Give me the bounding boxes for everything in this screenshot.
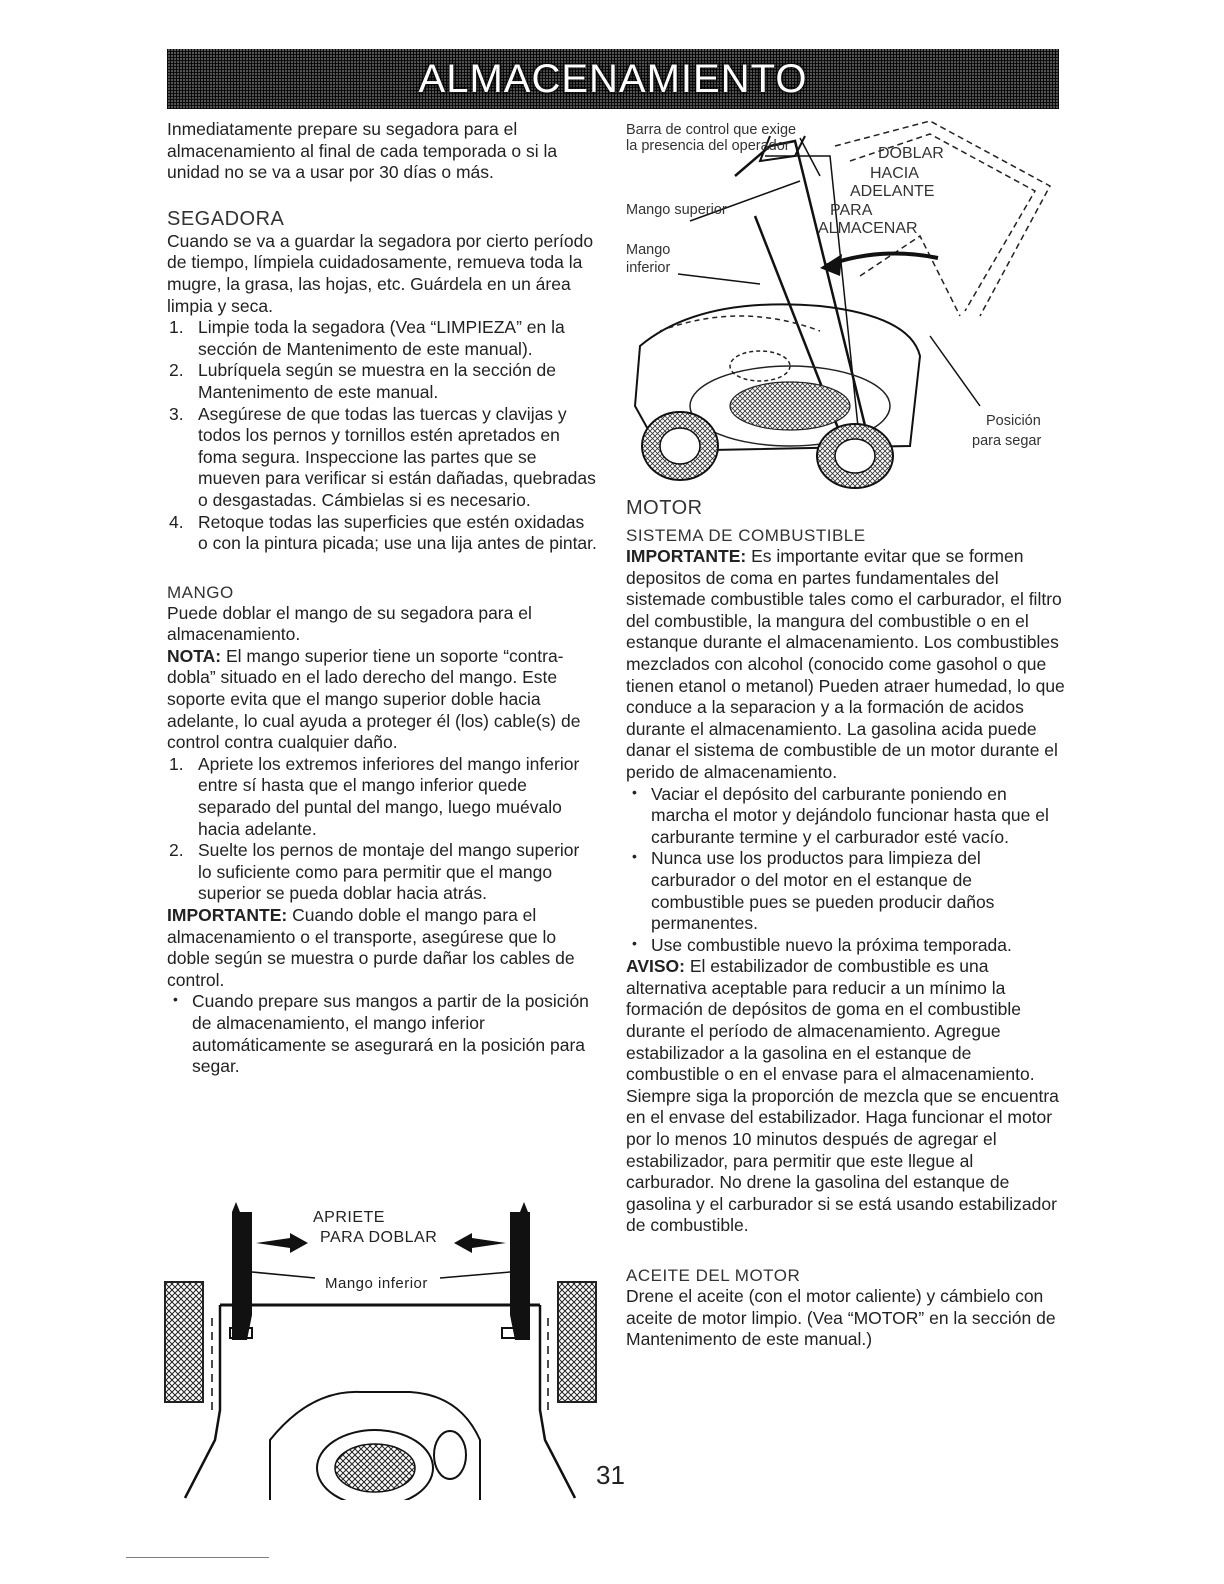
para-label: PARA [830, 202, 873, 219]
motor-bullets [626, 784, 1066, 957]
posicion-label: Posición [986, 413, 1041, 429]
aviso-paragraph: AVISO: El estabilizador de combustible es una alternativa aceptable para reducir a un mínimo la formación de depósitos de goma en el combustible durante el período de almacenamiento. Agregue estabilizador a la gasolina en el estanque de combustible o en el envase para el almacenamiento. Siempre siga la proporción de mezcla que se encuentra en el envase del estabilizador. Haga funcionar el motor por lo menos 10 minutos después de agregar el estabilizador, para permitir que este llegue al carburador. No drene la gasolina del estanque de gasolina y el carburador si se está usando estabilizador de combustible. [626, 956, 1059, 1236]
list-item: • Nunca use los productos para limpieza del carburador o del motor en el estanque de combustible pues se pueden producir daños permanentes. [632, 848, 995, 934]
handle-fold-figure [160, 1200, 600, 1500]
mango-superior-label: Mango superior [626, 202, 727, 218]
doblar-label: DOBLAR [878, 145, 944, 162]
mango-inferior-label-2: inferior [626, 260, 671, 276]
list-item: 1. Limpie toda la segadora (Vea “LIMPIEZA” en la sección de Mantenimento de este manual). [169, 317, 565, 359]
section-title: ALMACENAMIENTO [418, 57, 808, 101]
list-item: 3. Asegúrese de que todas las tuercas y clavijas y todos los pernos y tornillos estén apretados en foma segura. Inspeccione las partes que se mueven para verificar si están dañadas, quebradas o desgastadas. Cámbielas si es necesario. [169, 403, 596, 510]
apriete-label: APRIETE [313, 1209, 385, 1226]
mango-paragraph: Puede doblar el mango de su segadora para el almacenamiento. [167, 602, 532, 645]
list-item: 4. Retoque todas las superficies que estén oxidadas o con la pintura picada; use una lija antes de pintar. [169, 511, 597, 554]
adelante-label: ADELANTE [850, 183, 935, 200]
mango-heading: MANGO [167, 582, 234, 602]
list-item: • Vaciar el depósito del carburante poniendo en marcha el motor y dejándolo funcionar hasta que el carburante termine y el carburador esté vacío. [632, 783, 1049, 847]
mango-inferior-label: Mango [626, 242, 671, 258]
aceite-heading: ACEITE DEL MOTOR [626, 1266, 801, 1285]
nota-paragraph: NOTA: El mango superior tiene un soporte “contra-dobla” situado en el lado derecho del mango. Este soporte evita que el mango superior doble hacia adelante, lo cual ayuda a proteger él (los) cable(s) de control contra cualquier daño. [167, 645, 581, 753]
almacenar-label: ALMACENAR [818, 220, 918, 237]
section-banner [167, 49, 1059, 109]
barra-label: Barra de control que exige la presencia del operador [626, 122, 797, 154]
mango-inferior-label: Mango inferior [325, 1275, 428, 1292]
segadora-steps [167, 317, 597, 555]
list-item: 1. Apriete los extremos inferiores del mango inferior entre sí hasta que el mango inferior quede separado del puntal del mango, luego muévalo hacia adelante. [169, 753, 580, 839]
para-doblar-label: PARA DOBLAR [320, 1229, 438, 1246]
page-number: 31 [596, 1460, 625, 1490]
motor-heading: MOTOR [626, 497, 703, 519]
list-item: • Use combustible nuevo la próxima temporada. [632, 934, 1012, 955]
hacia-label: HACIA [870, 165, 919, 182]
mango-steps [167, 754, 597, 905]
intro-paragraph: Inmediatamente prepare su segadora para el almacenamiento al final de cada temporada o si la unidad no se va a usar por 30 días o más. [167, 119, 558, 183]
right-column [626, 496, 1066, 1351]
segadora-heading: SEGADORA [167, 207, 285, 230]
aceite-paragraph: Drene el aceite (con el motor caliente) y cámbielo con aceite de motor limpio. (Vea “MOTOR” en la sección de Mantenimento de este manual.) [626, 1286, 1056, 1350]
segadora-paragraph: Cuando se va a guardar la segadora por cierto período de tiempo, límpiela cuidadosamente, remueva toda la mugre, la grasa, las hojas, etc. Guárdela en un área limpia y seca. [167, 230, 594, 316]
left-column [167, 119, 597, 1078]
footer-rule [126, 1557, 269, 1558]
sistema-combustible-heading: SISTEMA DE COMBUSTIBLE [626, 526, 866, 545]
list-item: 2. Lubríquela según se muestra en la sección de Mantenimento de este manual. [169, 360, 557, 402]
importante-paragraph: IMPORTANTE: Cuando doble el mango para el almacenamiento o el transporte, asegúrese que lo doble según se muestra o purde dañar los cables de control. [167, 905, 575, 990]
mango-bullets [167, 991, 597, 1077]
para-segar-label: para segar [972, 433, 1042, 449]
mower-figure [620, 116, 1065, 491]
list-item: 2. Suelte los pernos de montaje del mango superior lo suficiente como para permitir que el mango superior se pueda doblar hacia atrás. [169, 840, 580, 904]
list-item: • Cuando prepare sus mangos a partir de la posición de almacenamiento, el mango inferior automáticamente se asegurará en la posición para segar. [173, 991, 589, 1077]
importante-paragraph: IMPORTANTE: Es importante evitar que se formen depositos de coma en partes fundamentales del sistemade combustible tales como el carburador, el filtro del combustible, la mangura del combustible o en el estanque durante el almacenamiento. Los combustibles mezclados con alcohol (conocido come gasohol o que tienen etanol o metanol) Pueden atraer humedad, lo que conduce a la separacion y a la formación de acidos durante el almacenamiento. La gasolina acida puede danar el sistema de combustible de un motor durante el perido de almacenamiento. [626, 546, 1065, 782]
